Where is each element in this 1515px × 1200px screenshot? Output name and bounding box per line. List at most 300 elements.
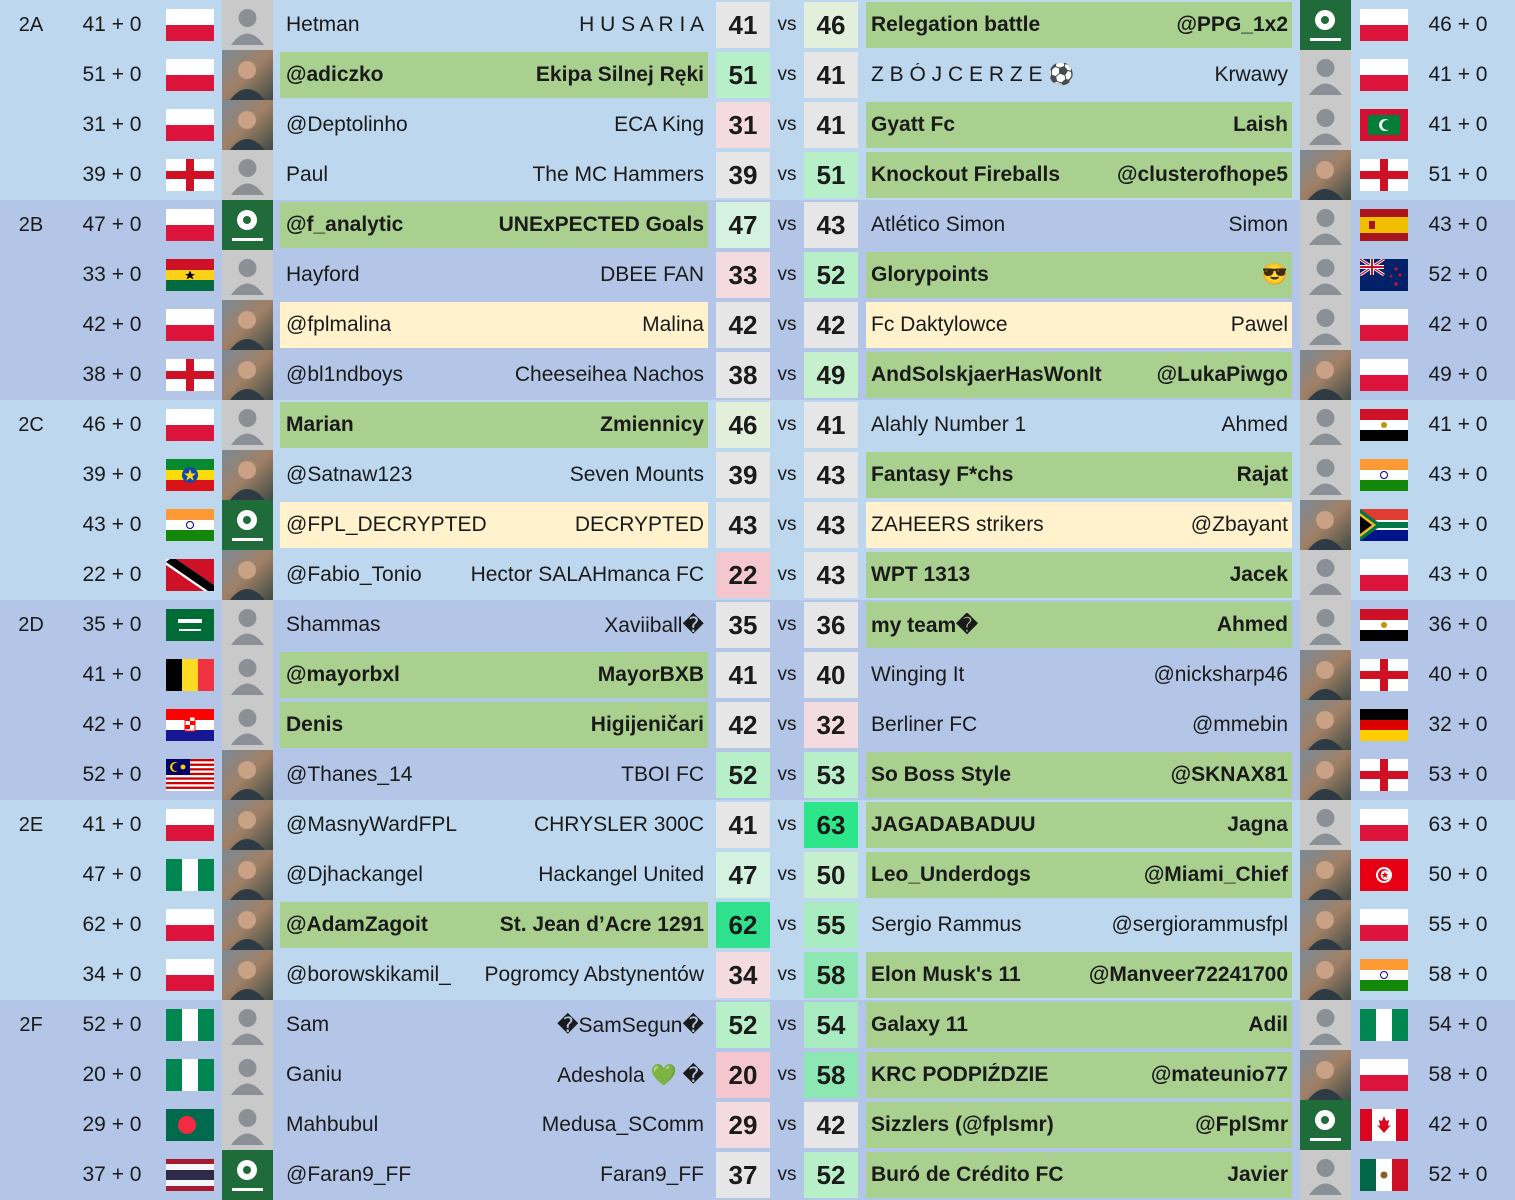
home-avatar	[222, 300, 273, 350]
home-points: 31 + 0	[82, 113, 142, 136]
home-score: 62	[716, 902, 770, 948]
flag-pl-icon	[166, 959, 214, 991]
home-flag	[162, 350, 218, 400]
flag-hr-icon	[166, 709, 214, 741]
flag-et-icon	[166, 459, 214, 491]
home-team: Seven Mounts	[569, 463, 704, 486]
flag-pl-icon	[166, 309, 214, 341]
fixture-row	[0, 1150, 1515, 1200]
default-avatar-icon	[222, 1100, 273, 1150]
flag-nz-icon	[1360, 259, 1408, 291]
away-score: 50	[804, 852, 858, 898]
fixture-row	[0, 750, 1515, 800]
vs-label: vs	[777, 1114, 797, 1135]
home-flag	[162, 950, 218, 1000]
flag-bd-icon	[166, 1109, 214, 1141]
away-flag	[1356, 1100, 1412, 1150]
avatar-photo	[222, 800, 273, 850]
away-entry	[866, 552, 1292, 598]
flag-pl-icon	[166, 59, 214, 91]
fixture-row	[0, 850, 1515, 900]
home-score: 47	[716, 852, 770, 898]
default-avatar-icon	[1300, 1150, 1351, 1200]
flag-ng-icon	[166, 859, 214, 891]
away-manager: @Miami_Chief	[1143, 863, 1288, 886]
away-team: JAGADABADUU	[871, 813, 1036, 836]
avatar-photo	[1300, 150, 1351, 200]
home-avatar	[222, 600, 273, 650]
flag-sa-icon	[166, 609, 214, 641]
flag-pl-icon	[1360, 1059, 1408, 1091]
home-manager: @mayorbxl	[286, 663, 400, 686]
home-manager: @Fabio_Tonio	[286, 563, 422, 586]
home-team: The MC Hammers	[532, 163, 704, 186]
home-entry	[280, 802, 708, 848]
away-team: Elon Musk's 11	[871, 963, 1021, 986]
flag-en-icon	[1360, 159, 1408, 191]
away-team: WPT 1313	[871, 563, 971, 586]
group-label: 2D	[18, 613, 44, 636]
away-flag	[1356, 150, 1412, 200]
default-avatar-icon	[222, 1000, 273, 1050]
home-score: 35	[716, 602, 770, 648]
fixture-row	[0, 300, 1515, 350]
away-points: 43 + 0	[1428, 513, 1488, 536]
fixture-row	[0, 800, 1515, 850]
default-avatar-icon	[222, 1050, 273, 1100]
away-flag	[1356, 450, 1412, 500]
home-entry	[280, 202, 708, 248]
flag-in-icon	[1360, 459, 1408, 491]
away-manager: Pawel	[1230, 313, 1288, 336]
avatar-photo	[222, 850, 273, 900]
home-points: 47 + 0	[82, 863, 142, 886]
home-flag	[162, 500, 218, 550]
away-flag	[1356, 600, 1412, 650]
away-points: 40 + 0	[1428, 663, 1488, 686]
home-entry	[280, 652, 708, 698]
fixture-row	[0, 1100, 1515, 1150]
home-avatar	[222, 350, 273, 400]
home-team: Zmiennicy	[600, 413, 704, 436]
vs-label: vs	[777, 364, 797, 385]
home-score: 29	[716, 1102, 770, 1148]
home-points: 39 + 0	[82, 463, 142, 486]
away-team: Sizzlers (@fplsmr)	[871, 1113, 1054, 1136]
away-score: 52	[804, 1152, 858, 1198]
home-manager: @FPL_DECRYPTED	[286, 513, 487, 536]
home-entry	[280, 152, 708, 198]
away-team: Galaxy 11	[871, 1013, 968, 1036]
avatar-logo	[1300, 1100, 1351, 1150]
home-manager: Denis	[286, 713, 344, 736]
avatar-photo	[222, 450, 273, 500]
flag-pl-icon	[1360, 9, 1408, 41]
home-avatar	[222, 900, 273, 950]
flag-ca-icon	[1360, 1109, 1408, 1141]
home-points: 41 + 0	[82, 813, 142, 836]
home-points: 52 + 0	[82, 1013, 142, 1036]
flag-pl-icon	[1360, 809, 1408, 841]
avatar-photo	[1300, 850, 1351, 900]
home-score: 33	[716, 252, 770, 298]
away-avatar	[1300, 750, 1351, 800]
avatar-photo	[222, 550, 273, 600]
away-avatar	[1300, 100, 1351, 150]
group-label	[0, 300, 62, 350]
away-avatar	[1300, 650, 1351, 700]
home-manager: @Thanes_14	[286, 763, 413, 786]
away-manager: Laish	[1233, 113, 1288, 136]
flag-tt-icon	[166, 559, 214, 591]
home-score: 42	[716, 302, 770, 348]
away-manager: @Zbayant	[1190, 513, 1288, 536]
home-flag	[162, 800, 218, 850]
away-entry	[866, 752, 1292, 798]
home-flag	[162, 50, 218, 100]
away-score: 43	[804, 552, 858, 598]
home-avatar	[222, 500, 273, 550]
away-score: 40	[804, 652, 858, 698]
away-points: 43 + 0	[1428, 213, 1488, 236]
away-entry	[866, 1152, 1292, 1198]
away-flag	[1356, 250, 1412, 300]
away-flag	[1356, 1150, 1412, 1200]
vs-label: vs	[777, 414, 797, 435]
away-flag	[1356, 650, 1412, 700]
group-label: 2A	[18, 13, 44, 36]
group-label	[0, 700, 62, 750]
away-entry	[866, 652, 1292, 698]
away-flag	[1356, 200, 1412, 250]
home-avatar	[222, 200, 273, 250]
default-avatar-icon	[222, 600, 273, 650]
fixture-row	[0, 250, 1515, 300]
home-team: St. Jean d’Acre 1291	[499, 913, 704, 936]
away-manager: 😎	[1261, 263, 1288, 286]
away-entry	[866, 102, 1292, 148]
away-team: Leo_Underdogs	[871, 863, 1031, 886]
home-team: MayorBXB	[597, 663, 704, 686]
away-score: 63	[804, 802, 858, 848]
away-points: 46 + 0	[1428, 13, 1488, 36]
away-flag	[1356, 300, 1412, 350]
away-flag	[1356, 400, 1412, 450]
default-avatar-icon	[222, 0, 273, 50]
flag-en-icon	[1360, 759, 1408, 791]
away-entry	[866, 702, 1292, 748]
avatar-logo	[222, 200, 273, 250]
away-entry	[866, 2, 1292, 48]
away-flag	[1356, 700, 1412, 750]
avatar-logo	[1300, 0, 1351, 50]
away-avatar	[1300, 400, 1351, 450]
flag-pl-icon	[1360, 909, 1408, 941]
home-entry	[280, 1152, 708, 1198]
away-points: 41 + 0	[1428, 413, 1488, 436]
away-score: 43	[804, 502, 858, 548]
home-entry	[280, 52, 708, 98]
flag-es-icon	[1360, 209, 1408, 241]
home-flag	[162, 400, 218, 450]
away-score: 43	[804, 202, 858, 248]
group-label: 2F	[19, 1013, 43, 1036]
vs-label: vs	[777, 114, 797, 135]
home-manager: @Satnaw123	[286, 463, 413, 486]
away-entry	[866, 902, 1292, 948]
home-score: 43	[716, 502, 770, 548]
away-avatar	[1300, 450, 1351, 500]
away-score: 58	[804, 1052, 858, 1098]
away-team: KRC PODPIŹDZIE	[871, 1063, 1049, 1086]
away-avatar	[1300, 150, 1351, 200]
home-score: 38	[716, 352, 770, 398]
away-points: 50 + 0	[1428, 863, 1488, 886]
away-avatar	[1300, 1000, 1351, 1050]
fixture-row	[0, 50, 1515, 100]
default-avatar-icon	[1300, 100, 1351, 150]
away-entry	[866, 302, 1292, 348]
home-avatar	[222, 650, 273, 700]
away-score: 36	[804, 602, 858, 648]
away-flag	[1356, 100, 1412, 150]
default-avatar-icon	[222, 700, 273, 750]
away-flag	[1356, 800, 1412, 850]
flag-tn-icon	[1360, 859, 1408, 891]
group-label	[0, 950, 62, 1000]
home-score: 41	[716, 652, 770, 698]
fixture-row	[0, 500, 1515, 550]
group-label	[0, 350, 62, 400]
vs-label: vs	[777, 1014, 797, 1035]
away-avatar	[1300, 350, 1351, 400]
away-avatar	[1300, 300, 1351, 350]
default-avatar-icon	[1300, 550, 1351, 600]
away-manager: Ahmed	[1216, 613, 1288, 636]
home-manager: Hetman	[286, 13, 360, 36]
away-avatar	[1300, 200, 1351, 250]
default-avatar-icon	[222, 400, 273, 450]
avatar-photo	[1300, 500, 1351, 550]
away-avatar	[1300, 50, 1351, 100]
home-score: 41	[716, 2, 770, 48]
vs-label: vs	[777, 14, 797, 35]
home-team: CHRYSLER 300C	[533, 813, 704, 836]
flag-ng-icon	[166, 1059, 214, 1091]
home-flag	[162, 150, 218, 200]
home-points: 33 + 0	[82, 263, 142, 286]
home-flag	[162, 850, 218, 900]
home-entry	[280, 602, 708, 648]
home-team: Ekipa Silnej Ręki	[535, 63, 704, 86]
away-manager: Krwawy	[1214, 63, 1288, 86]
home-points: 37 + 0	[82, 1163, 142, 1186]
flag-in-icon	[166, 509, 214, 541]
away-points: 49 + 0	[1428, 363, 1488, 386]
home-flag	[162, 0, 218, 50]
home-avatar	[222, 50, 273, 100]
away-score: 53	[804, 752, 858, 798]
home-points: 47 + 0	[82, 213, 142, 236]
away-entry	[866, 252, 1292, 298]
away-team: my team�	[871, 613, 978, 637]
vs-label: vs	[777, 764, 797, 785]
away-avatar	[1300, 850, 1351, 900]
away-entry	[866, 52, 1292, 98]
away-points: 43 + 0	[1428, 463, 1488, 486]
home-entry	[280, 952, 708, 998]
away-score: 41	[804, 52, 858, 98]
home-score: 42	[716, 702, 770, 748]
flag-pl-icon	[1360, 309, 1408, 341]
default-avatar-icon	[222, 650, 273, 700]
flag-be-icon	[166, 659, 214, 691]
home-flag	[162, 750, 218, 800]
home-flag	[162, 550, 218, 600]
away-points: 43 + 0	[1428, 563, 1488, 586]
home-avatar	[222, 150, 273, 200]
avatar-photo	[222, 950, 273, 1000]
avatar-photo	[1300, 950, 1351, 1000]
away-avatar	[1300, 1150, 1351, 1200]
avatar-logo	[222, 1150, 273, 1200]
away-avatar	[1300, 950, 1351, 1000]
away-manager: @mateunio77	[1150, 1063, 1288, 1086]
home-manager: @AdamZagoit	[286, 913, 428, 936]
home-flag	[162, 1000, 218, 1050]
home-flag	[162, 600, 218, 650]
away-manager: @mmebin	[1191, 713, 1288, 736]
away-team: Fantasy F*chs	[871, 463, 1014, 486]
away-flag	[1356, 350, 1412, 400]
away-manager: Jagna	[1227, 813, 1288, 836]
away-manager: @PPG_1x2	[1176, 13, 1288, 36]
home-flag	[162, 250, 218, 300]
flag-pl-icon	[166, 909, 214, 941]
home-manager: Marian	[286, 413, 354, 436]
home-entry	[280, 852, 708, 898]
away-score: 54	[804, 1002, 858, 1048]
home-team: Higijeničari	[590, 713, 704, 736]
home-entry	[280, 902, 708, 948]
away-points: 55 + 0	[1428, 913, 1488, 936]
fixture-row	[0, 0, 1515, 50]
home-score: 31	[716, 102, 770, 148]
group-label	[0, 50, 62, 100]
fixture-row	[0, 350, 1515, 400]
vs-label: vs	[777, 664, 797, 685]
group-label	[0, 1050, 62, 1100]
flag-en-icon	[166, 159, 214, 191]
default-avatar-icon	[1300, 400, 1351, 450]
home-points: 38 + 0	[82, 363, 142, 386]
home-score: 22	[716, 552, 770, 598]
vs-label: vs	[777, 164, 797, 185]
vs-label: vs	[777, 264, 797, 285]
away-score: 32	[804, 702, 858, 748]
flag-pl-icon	[166, 209, 214, 241]
home-team: H U S A R I A	[579, 13, 704, 36]
group-label	[0, 900, 62, 950]
home-avatar	[222, 100, 273, 150]
away-team: Alahly Number 1	[871, 413, 1027, 436]
home-avatar	[222, 950, 273, 1000]
group-label: 2B	[18, 213, 44, 236]
away-score: 46	[804, 2, 858, 48]
avatar-photo	[1300, 700, 1351, 750]
home-entry	[280, 552, 708, 598]
away-score: 55	[804, 902, 858, 948]
default-avatar-icon	[1300, 250, 1351, 300]
flag-pl-icon	[1360, 559, 1408, 591]
group-label	[0, 150, 62, 200]
home-points: 46 + 0	[82, 413, 142, 436]
group-label: 2C	[18, 413, 44, 436]
home-team: DECRYPTED	[574, 513, 704, 536]
away-manager: Javier	[1227, 1163, 1288, 1186]
away-flag	[1356, 1050, 1412, 1100]
away-points: 51 + 0	[1428, 163, 1488, 186]
away-team: Z B Ó J C E R Z E ⚽	[871, 63, 1075, 86]
flag-mv-icon	[1360, 109, 1408, 141]
home-avatar	[222, 250, 273, 300]
avatar-photo	[1300, 350, 1351, 400]
flag-ng-icon	[1360, 1009, 1408, 1041]
home-flag	[162, 200, 218, 250]
away-flag	[1356, 0, 1412, 50]
home-team: DBEE FAN	[600, 263, 704, 286]
vs-label: vs	[777, 314, 797, 335]
flag-de-icon	[1360, 709, 1408, 741]
away-avatar	[1300, 1050, 1351, 1100]
fixture-row	[0, 600, 1515, 650]
fixture-row	[0, 700, 1515, 750]
home-points: 43 + 0	[82, 513, 142, 536]
away-team: Knockout Fireballs	[871, 163, 1061, 186]
flag-za-icon	[1360, 509, 1408, 541]
away-score: 41	[804, 102, 858, 148]
flag-en-icon	[1360, 659, 1408, 691]
flag-eg-icon	[1360, 409, 1408, 441]
home-team: Cheeseihea Nachos	[514, 363, 704, 386]
home-team: Malina	[642, 313, 704, 336]
home-avatar	[222, 450, 273, 500]
home-entry	[280, 302, 708, 348]
flag-pl-icon	[166, 409, 214, 441]
away-manager: @Manveer72241700	[1088, 963, 1288, 986]
away-points: 42 + 0	[1428, 313, 1488, 336]
flag-gh-icon	[166, 259, 214, 291]
home-score: 52	[716, 1002, 770, 1048]
group-label	[0, 450, 62, 500]
away-points: 36 + 0	[1428, 613, 1488, 636]
away-team: Winging It	[871, 663, 965, 686]
away-team: Atlético Simon	[871, 213, 1006, 236]
home-entry	[280, 102, 708, 148]
fixture-row	[0, 950, 1515, 1000]
away-points: 52 + 0	[1428, 1163, 1488, 1186]
home-avatar	[222, 1150, 273, 1200]
group-label	[0, 750, 62, 800]
home-avatar	[222, 700, 273, 750]
away-points: 53 + 0	[1428, 763, 1488, 786]
away-entry	[866, 1052, 1292, 1098]
away-points: 41 + 0	[1428, 113, 1488, 136]
fixture-row	[0, 200, 1515, 250]
home-points: 39 + 0	[82, 163, 142, 186]
default-avatar-icon	[222, 150, 273, 200]
group-label: 2E	[18, 813, 44, 836]
